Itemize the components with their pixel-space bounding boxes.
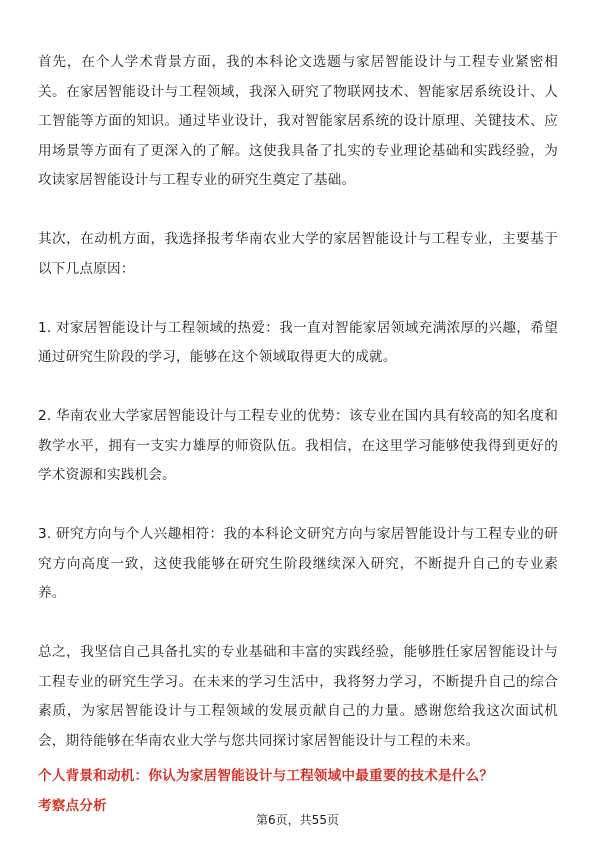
- paragraph-reason-3: 3. 研究方向与个人兴趣相符：我的本科论文研究方向与家居智能设计与工程专业的研究方向高度一致，这使我能够在研究生阶段继续深入研究，不断提升自己的专业素养。: [38, 526, 558, 601]
- paragraph-reason-1: 1. 对家居智能设计与工程领域的热爱：我一直对智能家居领域充满浓厚的兴趣，希望通过研究生阶段的学习，能够在这个领域取得更大的成就。: [38, 319, 558, 365]
- paragraph-conclusion: 总之，我坚信自己具备扎实的专业基础和丰富的实践经验，能够胜任家居智能设计与工程专业的研究生学习。在未来的学习生活中，我将努力学习，不断提升自己的综合素质，为家居智能设计与工程领域的发展贡献自己的力量。感谢您给我这次面试机会，期待能够在华南农业大学与您共同探讨家居智能设计与工程的未来。: [38, 644, 558, 749]
- paragraph-reason-2: 2. 华南农业大学家居智能设计与工程专业的优势：该专业在国内具有较高的知名度和教学水平，拥有一支实力雄厚的师资队伍。我相信，在这里学习能够使我得到更好的学术资源和实践机会。: [38, 408, 558, 483]
- paragraph-background: 首先，在个人学术背景方面，我的本科论文选题与家居智能设计与工程专业紧密相关。在家居智能设计与工程领域，我深入研究了物联网技术、智能家居系统设计、人工智能等方面的知识。通过毕业设计，我对智能家居系统的设计原理、关键技术、应用场景等方面有了更深入的了解。这使我具备了扎实的专业理论基础和实践经验，为攻读家居智能设计与工程专业的研究生奠定了基础。: [38, 54, 558, 188]
- interview-question: 个人背景和动机：你认为家居智能设计与工程领域中最重要的技术是什么？: [38, 768, 494, 784]
- page-content: [38, 48, 558, 821]
- section-title: 考察点分析: [38, 797, 107, 814]
- paragraph-motivation-intro: 其次，在动机方面，我选择报考华南农业大学的家居智能设计与工程专业，主要基于以下几点原因：: [38, 231, 558, 277]
- page-footer: 第6页，共55页: [256, 813, 339, 827]
